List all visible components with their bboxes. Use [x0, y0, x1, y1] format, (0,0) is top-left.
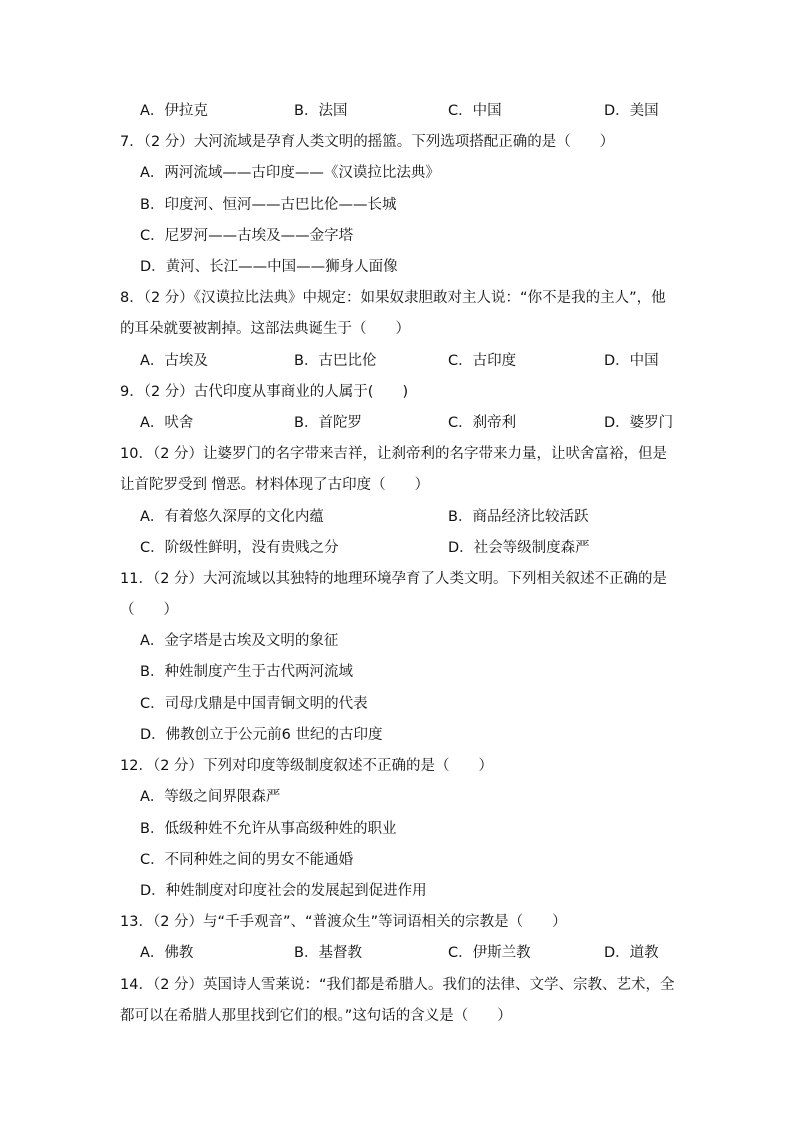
- option-b: B．种姓制度产生于古代两河流域: [140, 664, 353, 680]
- option-c: C．中国: [448, 103, 502, 119]
- option-c: C．伊斯兰教: [448, 945, 531, 961]
- question-stem-line-2: 的耳朵就要被割掉。这部法典诞生于（ ）: [120, 321, 410, 337]
- option-d: D．中国: [604, 353, 659, 369]
- option-a: A．吠舍: [140, 415, 194, 431]
- option-a: A．伊拉克: [140, 103, 208, 119]
- question-stem-line-2: 让首陀罗受到 憎恶。材料体现了古印度（ ）: [120, 477, 430, 493]
- question-stem-line-1: 14．（2 分）英国诗人雪莱说：“我们都是希腊人。我们的法律、文学、宗教、艺术，全: [120, 977, 675, 993]
- question-stem-line-1: 10．（2 分）让婆罗门的名字带来吉祥，让刹帝利的名字带来力量，让吠舍富裕，但是: [120, 446, 668, 462]
- option-d: D．美国: [604, 103, 659, 119]
- option-c: C．不同种姓之间的男女不能通婚: [140, 852, 354, 868]
- option-b: B．古巴比伦: [294, 353, 377, 369]
- question-stem: 12．（2 分）下列对印度等级制度叙述不正确的是（ ）: [120, 758, 494, 774]
- option-c: C．刹帝利: [448, 415, 517, 431]
- option-a: A．金字塔是古埃及文明的象征: [140, 633, 339, 649]
- option-c: C．尼罗河——古埃及——金字塔: [140, 228, 354, 244]
- option-a: A．等级之间界限森严: [140, 789, 281, 805]
- question-stem: 7．（2 分）大河流域是孕育人类文明的摇篮。下列选项搭配正确的是（ ）: [120, 134, 615, 150]
- option-d: D．黄河、长江——中国——狮身人面像: [140, 259, 398, 275]
- question-stem-line-1: 11．（2 分）大河流域以其独特的地理环境孕育了人类文明。下列相关叙述不正确的是: [120, 571, 668, 587]
- option-c: C．阶级性鲜明，没有贵贱之分: [140, 540, 339, 556]
- option-b: B．基督教: [294, 945, 362, 961]
- option-d: D．种姓制度对印度社会的发展起到促进作用: [140, 883, 427, 899]
- option-b: B．低级种姓不允许从事高级种姓的职业: [140, 821, 397, 837]
- option-b: B．商品经济比较活跃: [448, 509, 589, 525]
- option-d: D．佛教创立于公元前6 世纪的古印度: [140, 727, 383, 743]
- question-stem-line-1: 8．（2 分）《汉谟拉比法典》中规定：如果奴隶胆敢对主人说：“你不是我的主人”，他: [120, 290, 666, 306]
- option-b: B．首陀罗: [294, 415, 362, 431]
- question-stem-line-2: （ ）: [120, 602, 178, 618]
- question-stem: 9．（2 分）古代印度从事商业的人属于( ): [120, 384, 409, 400]
- option-a: A．古埃及: [140, 353, 208, 369]
- option-b: B．印度河、恒河——古巴比伦——长城: [140, 197, 397, 213]
- option-d: D．婆罗门: [604, 415, 674, 431]
- option-d: D．社会等级制度森严: [448, 540, 590, 556]
- option-a: A．有着悠久深厚的文化内蕴: [140, 509, 324, 525]
- option-c: C．司母戊鼎是中国青铜文明的代表: [140, 696, 368, 712]
- option-c: C．古印度: [448, 353, 517, 369]
- question-stem: 13．（2 分）与“千手观音”、“普渡众生”等词语相关的宗教是（ ）: [120, 914, 567, 930]
- option-a: A．两河流域——古印度——《汉谟拉比法典》: [140, 165, 440, 181]
- question-stem-line-2: 都可以在希腊人那里找到它们的根。”这句话的含义是（ ）: [120, 1008, 512, 1024]
- option-d: D．道教: [604, 945, 659, 961]
- option-b: B．法国: [294, 103, 348, 119]
- option-a: A．佛教: [140, 945, 194, 961]
